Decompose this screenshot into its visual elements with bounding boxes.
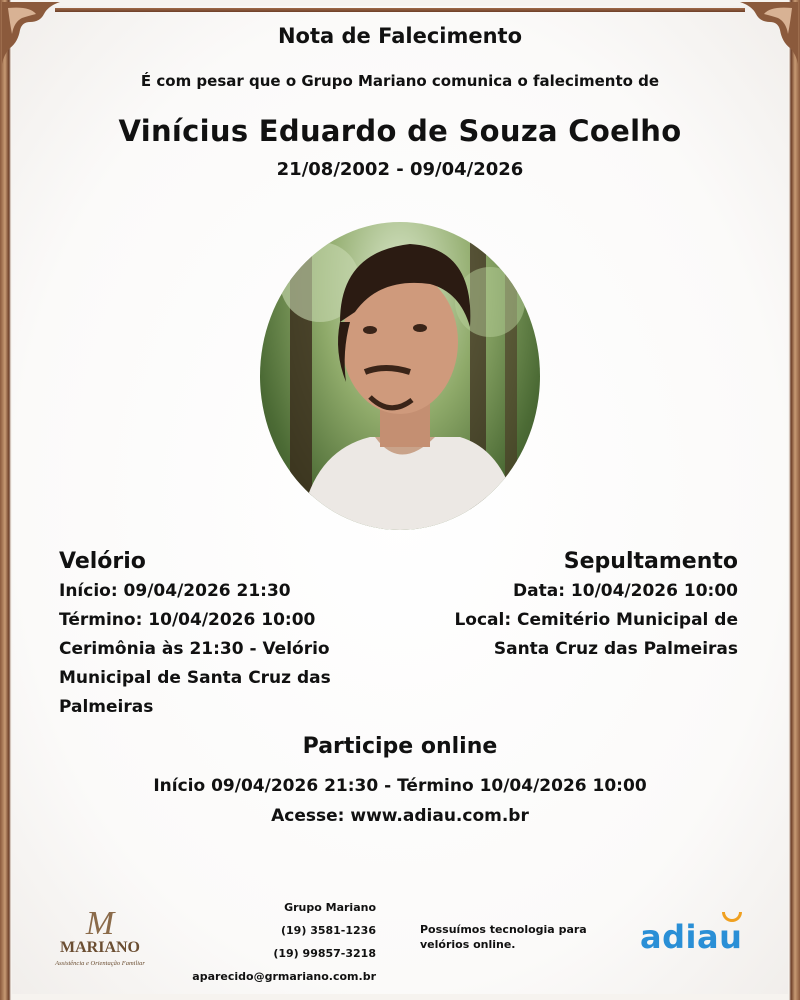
email-link[interactable]: aparecido@grmariano.com.br — [192, 970, 376, 983]
tech-note — [420, 922, 610, 952]
mariano-logo-tagline: Assistência e Orientação Familiar — [55, 960, 145, 967]
tech-note-line: velórios online. — [420, 938, 516, 951]
life-dates: 21/08/2002 - 09/04/2026 — [276, 159, 524, 180]
adiau-logo-u: u — [719, 918, 743, 956]
mariano-logo — [46, 902, 154, 972]
sepultamento-location-line: Local: Cemitério Municipal de — [454, 610, 738, 630]
mariano-logo-text: MARIANO — [60, 939, 140, 956]
deceased-name: Vinícius Eduardo de Souza Coelho — [118, 114, 682, 148]
velorio-end: Término: 10/04/2026 10:00 — [59, 610, 316, 630]
online-time: Início 09/04/2026 21:30 - Término 10/04/2026 10:00 — [153, 776, 647, 796]
footer-contact — [192, 896, 376, 988]
adiau-logo — [640, 918, 742, 956]
notice-subtitle: É com pesar que o Grupo Mariano comunica o falecimento de — [140, 72, 660, 90]
velorio-ceremony-line: Municipal de Santa Cruz das — [59, 668, 331, 688]
adiau-logo-text: adia — [640, 918, 720, 956]
online-heading: Participe online — [302, 734, 498, 759]
velorio-section — [59, 547, 359, 722]
sepultamento-date: Data: 10/04/2026 10:00 — [513, 581, 738, 601]
sepultamento-location-line: Santa Cruz das Palmeiras — [493, 639, 738, 659]
velorio-start: Início: 09/04/2026 21:30 — [59, 581, 291, 601]
tech-note-line: Possuímos tecnologia para — [420, 923, 587, 936]
velorio-heading: Velório — [59, 549, 146, 574]
company-name: Grupo Mariano — [284, 901, 376, 914]
velorio-ceremony-line: Palmeiras — [59, 697, 154, 717]
frame-top-bar — [55, 8, 745, 12]
online-url-link[interactable]: Acesse: www.adiau.com.br — [271, 806, 529, 826]
sepultamento-heading: Sepultamento — [563, 549, 738, 574]
velorio-ceremony-line: Cerimônia às 21:30 - Velório — [59, 639, 330, 659]
notice-title: Nota de Falecimento — [277, 24, 523, 48]
deceased-photo — [260, 222, 540, 530]
mariano-logo-initial: M — [85, 905, 115, 942]
phone-link[interactable]: (19) 99857-3218 — [273, 947, 376, 960]
sepultamento-section — [418, 547, 738, 664]
phone-link[interactable]: (19) 3581-1236 — [281, 924, 376, 937]
